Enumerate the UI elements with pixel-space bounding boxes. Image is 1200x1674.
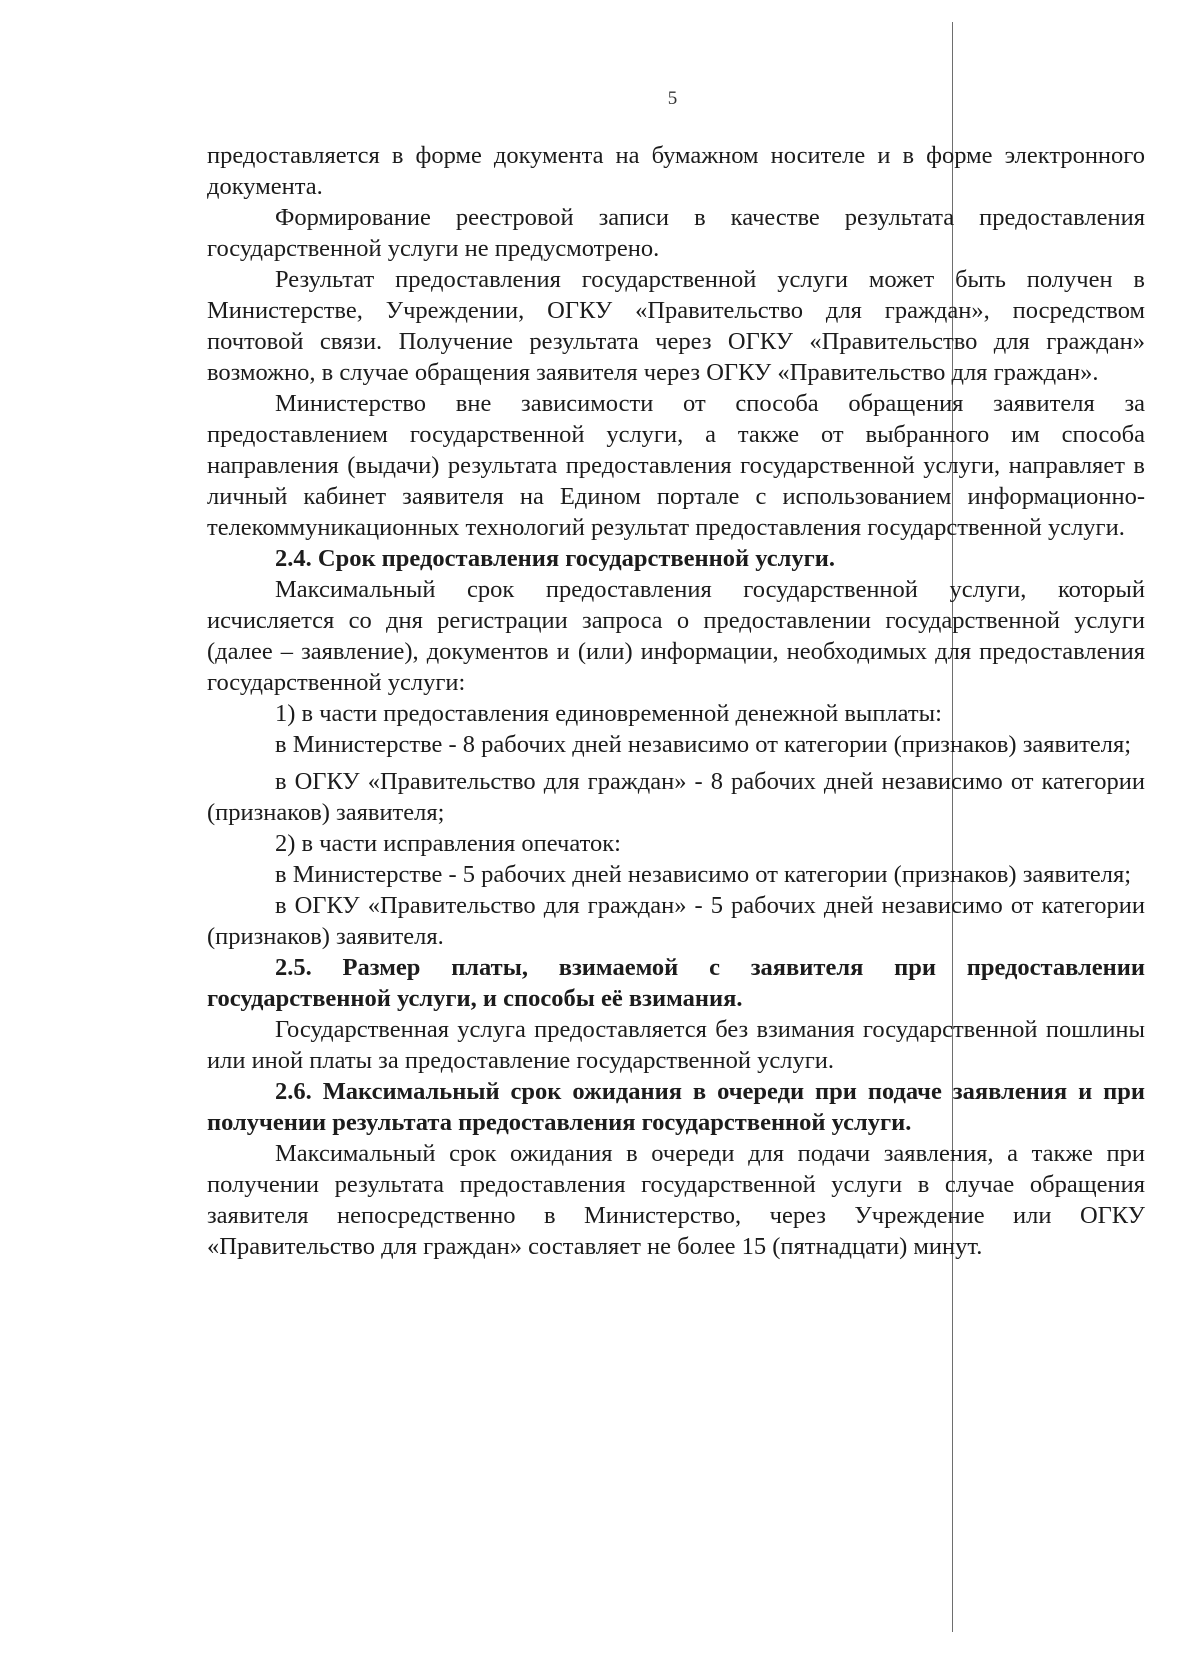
page-number: 5 <box>667 88 678 109</box>
paragraph-ministry-8-days: в Министерстве - 8 рабочих дней независимо от категории (признаков) заявителя; <box>275 731 1132 758</box>
paragraph-ogku-5-days: в ОГКУ «Правительство для граждан» - 5 рабочих дней независимо от категории (признаков) заявителя. <box>207 892 1145 950</box>
paragraph-queue-wait: Максимальный срок ожидания в очереди для подачи заявления, а также при получении результата предоставления государственной услуги в случае обращения заявителя непосредственно в Министерство, через Учреждение или ОГКУ «Правительство для граждан» составляет не более 15 (пятнадцати) минут. <box>207 1140 1145 1260</box>
paragraph-continuation: предоставляется в форме документа на бумажном носителе и в форме электронного документа. <box>207 142 1145 200</box>
paragraph-max-term: Максимальный срок предоставления государственной услуги, который исчисляется со дня регистрации запроса о предоставлении государственной услуги (далее – заявление), документов и (или) информации, необходимых для предоставления государственной услуги: <box>207 576 1145 696</box>
paragraph-ministry-cabinet: Министерство вне зависимости от способа обращения заявителя за предоставлением государственной услуги, а также от выбранного им способа направления (выдачи) результата предоставления государственной услуги, направляет в личный кабинет заявителя на Едином портале с использованием информационно-телекоммуникационных технологий результат предоставления государственной услуги. <box>207 390 1145 541</box>
list-item-typo-correction: 2) в части исправления опечаток: <box>275 830 621 857</box>
paragraph-ministry-5-days: в Министерстве - 5 рабочих дней независимо от категории (признаков) заявителя; <box>275 861 1132 888</box>
list-item-lump-sum: 1) в части предоставления единовременной денежной выплаты: <box>275 700 942 727</box>
section-heading-2-4: 2.4. Срок предоставления государственной услуги. <box>275 545 835 572</box>
paragraph-registry-record: Формирование реестровой записи в качестве результата предоставления государственной услуги не предусмотрено. <box>207 204 1145 262</box>
paragraph-no-fee: Государственная услуга предоставляется без взимания государственной пошлины или иной платы за предоставление государственной услуги. <box>207 1016 1145 1074</box>
section-heading-2-6: 2.6. Максимальный срок ожидания в очереди при подаче заявления и при получении результата предоставления государственной услуги. <box>207 1078 1145 1136</box>
paragraph-result-receipt: Результат предоставления государственной услуги может быть получен в Министерстве, Учреждении, ОГКУ «Правительство для граждан», посредством почтовой связи. Получение результата через ОГКУ «Правительство для граждан» возможно, в случае обращения заявителя через ОГКУ «Правительство для граждан». <box>207 266 1145 386</box>
document-body <box>207 140 1145 1262</box>
section-heading-2-5: 2.5. Размер платы, взимаемой с заявителя при предоставлении государственной услуги, и способы её взимания. <box>207 954 1145 1012</box>
paragraph-ogku-8-days: в ОГКУ «Правительство для граждан» - 8 рабочих дней независимо от категории (признаков) заявителя; <box>207 768 1145 826</box>
